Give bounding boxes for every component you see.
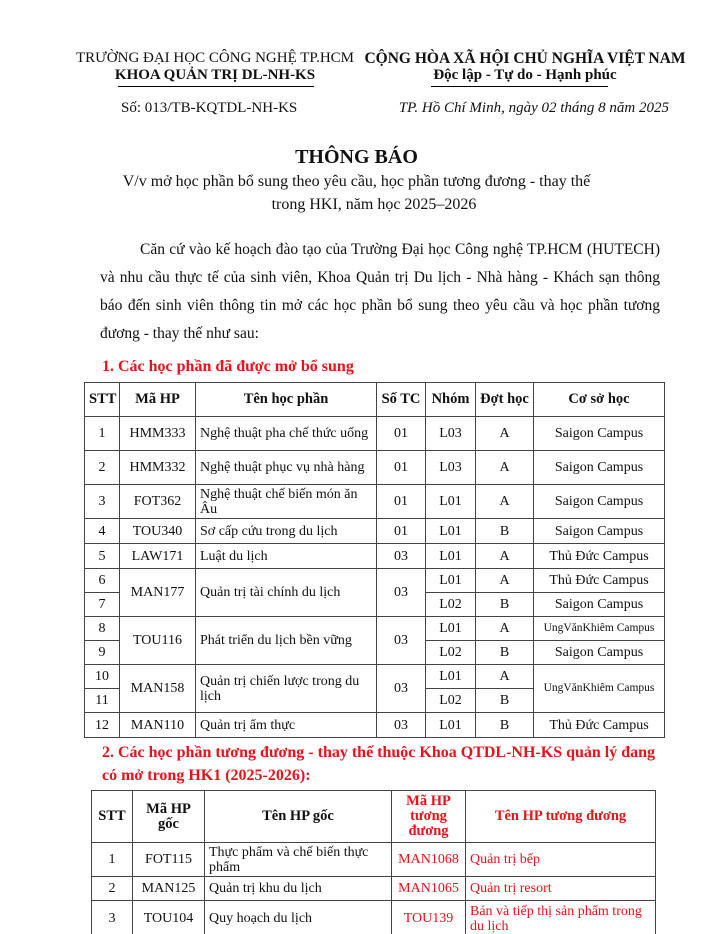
cell: Quy hoạch du lịch <box>205 901 392 934</box>
cell: TOU139 <box>392 901 466 934</box>
cell: Saigon Campus <box>534 641 665 665</box>
added-courses-table <box>84 382 665 738</box>
intro-paragraph: Căn cứ vào kế hoạch đào tạo của Trường Đại học Công nghệ TP.HCM (HUTECH) và nhu cầu thực tế của sinh viên, Khoa Quản trị Du lịch - Nhà hàng - Khách sạn thông báo đến sinh viên thông tin mở các học phần bổ sung theo yêu cầu và học phần tương đương - thay thế như sau: <box>100 241 660 342</box>
cell: 9 <box>85 641 120 665</box>
cell: 11 <box>85 689 120 713</box>
doc-number: Số: 013/TB-KQTDL-NH-KS <box>121 100 298 116</box>
cell: 03 <box>377 544 426 569</box>
cell: 2 <box>92 877 133 901</box>
table-row <box>85 569 665 593</box>
doc-subtitle-2: trong HKI, năm học 2025–2026 <box>271 196 477 213</box>
cell: Quản trị khu du lịch <box>205 877 392 901</box>
country-name: CỘNG HÒA XÃ HỘI CHỦ NGHĨA VIỆT NAM <box>364 50 686 67</box>
cell: Saigon Campus <box>534 593 665 617</box>
cell: 01 <box>377 519 426 544</box>
cell: B <box>476 641 534 665</box>
motto-underline <box>431 86 608 87</box>
section-1-heading: 1. Các học phần đã được mở bổ sung <box>102 358 354 375</box>
cell: A <box>476 485 534 519</box>
university-name: TRƯỜNG ĐẠI HỌC CÔNG NGHỆ TP.HCM <box>75 50 355 66</box>
table-row <box>85 544 665 569</box>
cell: 03 <box>377 569 426 617</box>
cell: Quản trị ẩm thực <box>196 713 377 738</box>
header-stt: STT <box>92 791 133 843</box>
section-2-heading-line2: có mở trong HK1 (2025-2026): <box>102 767 311 784</box>
cell: MAN158 <box>120 665 196 713</box>
cell: FOT362 <box>120 485 196 519</box>
table-header-row <box>92 791 656 843</box>
equivalent-courses-table <box>91 790 656 934</box>
cell: L01 <box>426 713 476 738</box>
cell: UngVănKhiêm Campus <box>534 617 665 641</box>
cell: 7 <box>85 593 120 617</box>
section-2-heading-line1: 2. Các học phần tương đương - thay thế thuộc Khoa QTDL-NH-KS quản lý đang <box>102 744 656 761</box>
cell: 3 <box>85 485 120 519</box>
cell: MAN125 <box>133 877 205 901</box>
table-row <box>92 901 656 934</box>
cell: B <box>476 519 534 544</box>
header-code: Mã HP <box>120 383 196 417</box>
header-original-name: Tên HP gốc <box>205 791 392 843</box>
cell: 4 <box>85 519 120 544</box>
cell: A <box>476 544 534 569</box>
cell: FOT115 <box>133 843 205 877</box>
header-campus: Cơ sở học <box>534 383 665 417</box>
cell: 03 <box>377 713 426 738</box>
cell: L01 <box>426 544 476 569</box>
cell: L01 <box>426 569 476 593</box>
cell: B <box>476 593 534 617</box>
cell: Luật du lịch <box>196 544 377 569</box>
cell: L01 <box>426 485 476 519</box>
cell: TOU104 <box>133 901 205 934</box>
cell: L01 <box>426 519 476 544</box>
cell: L03 <box>426 451 476 485</box>
cell: Quản trị tài chính du lịch <box>196 569 377 617</box>
cell: 2 <box>85 451 120 485</box>
cell: Thực phẩm và chế biến thực phẩm <box>205 843 392 877</box>
table-header-row <box>85 383 665 417</box>
cell: L03 <box>426 417 476 451</box>
cell: 03 <box>377 665 426 713</box>
cell: 01 <box>377 417 426 451</box>
table-row <box>92 843 656 877</box>
cell: TOU340 <box>120 519 196 544</box>
cell: 03 <box>377 617 426 665</box>
place-date: TP. Hồ Chí Minh, ngày 02 tháng 8 năm 2025 <box>398 100 669 116</box>
cell: 12 <box>85 713 120 738</box>
cell: MAN1065 <box>392 877 466 901</box>
cell: Saigon Campus <box>534 485 665 519</box>
cell: Quản trị resort <box>466 877 656 901</box>
cell: Nghệ thuật pha chế thức uống <box>196 417 377 451</box>
cell: B <box>476 689 534 713</box>
cell: HMM333 <box>120 417 196 451</box>
cell: A <box>476 417 534 451</box>
cell: L02 <box>426 641 476 665</box>
cell: Bán và tiếp thị sản phẩm trong du lịch <box>466 901 656 934</box>
cell: Quản trị bếp <box>466 843 656 877</box>
table-row <box>85 617 665 641</box>
cell: MAN177 <box>120 569 196 617</box>
cell: 5 <box>85 544 120 569</box>
header-original-code: Mã HP gốc <box>133 791 205 843</box>
table-row <box>85 519 665 544</box>
table-row <box>92 877 656 901</box>
table-row <box>85 451 665 485</box>
header-term: Đợt học <box>476 383 534 417</box>
header-group: Nhóm <box>426 383 476 417</box>
cell: LAW171 <box>120 544 196 569</box>
motto: Độc lập - Tự do - Hạnh phúc <box>433 67 617 83</box>
cell: MAN110 <box>120 713 196 738</box>
cell: Sơ cấp cứu trong du lịch <box>196 519 377 544</box>
faculty-name: KHOA QUẢN TRỊ DL-NH-KS <box>114 67 316 83</box>
cell: Quản trị chiến lược trong du lịch <box>196 665 377 713</box>
cell: 3 <box>92 901 133 934</box>
cell: Nghệ thuật phục vụ nhà hàng <box>196 451 377 485</box>
cell: L02 <box>426 689 476 713</box>
cell: HMM332 <box>120 451 196 485</box>
cell: Saigon Campus <box>534 451 665 485</box>
cell: 1 <box>85 417 120 451</box>
header-equivalent-name: Tên HP tương đương <box>466 791 656 843</box>
cell: 8 <box>85 617 120 641</box>
cell: Saigon Campus <box>534 417 665 451</box>
cell: Thủ Đức Campus <box>534 713 665 738</box>
cell: L01 <box>426 665 476 689</box>
cell: L02 <box>426 593 476 617</box>
cell: Thủ Đức Campus <box>534 544 665 569</box>
cell: 01 <box>377 485 426 519</box>
doc-subtitle-1: V/v mở học phần bổ sung theo yêu cầu, học phần tương đương - thay thế <box>122 173 591 190</box>
table-row <box>85 485 665 519</box>
cell: L01 <box>426 617 476 641</box>
header-stt: STT <box>85 383 120 417</box>
cell: Phát triển du lịch bền vững <box>196 617 377 665</box>
cell: A <box>476 665 534 689</box>
cell: 1 <box>92 843 133 877</box>
cell: UngVănKhiêm Campus <box>534 665 665 713</box>
cell: TOU116 <box>120 617 196 665</box>
cell: A <box>476 617 534 641</box>
header-name: Tên học phần <box>196 383 377 417</box>
cell: B <box>476 713 534 738</box>
cell: 6 <box>85 569 120 593</box>
header-equivalent-code: Mã HP tương đương <box>392 791 466 843</box>
cell: A <box>476 569 534 593</box>
table-row <box>85 665 665 689</box>
cell: Saigon Campus <box>534 519 665 544</box>
cell: A <box>476 451 534 485</box>
faculty-underline <box>118 86 314 87</box>
cell: 01 <box>377 451 426 485</box>
doc-title: THÔNG BÁO <box>295 146 418 168</box>
cell: 10 <box>85 665 120 689</box>
cell: Thủ Đức Campus <box>534 569 665 593</box>
table-row <box>85 417 665 451</box>
header-credits: Số TC <box>377 383 426 417</box>
table-row <box>85 713 665 738</box>
cell: Nghệ thuật chế biến món ăn Âu <box>196 485 377 519</box>
cell: MAN1068 <box>392 843 466 877</box>
